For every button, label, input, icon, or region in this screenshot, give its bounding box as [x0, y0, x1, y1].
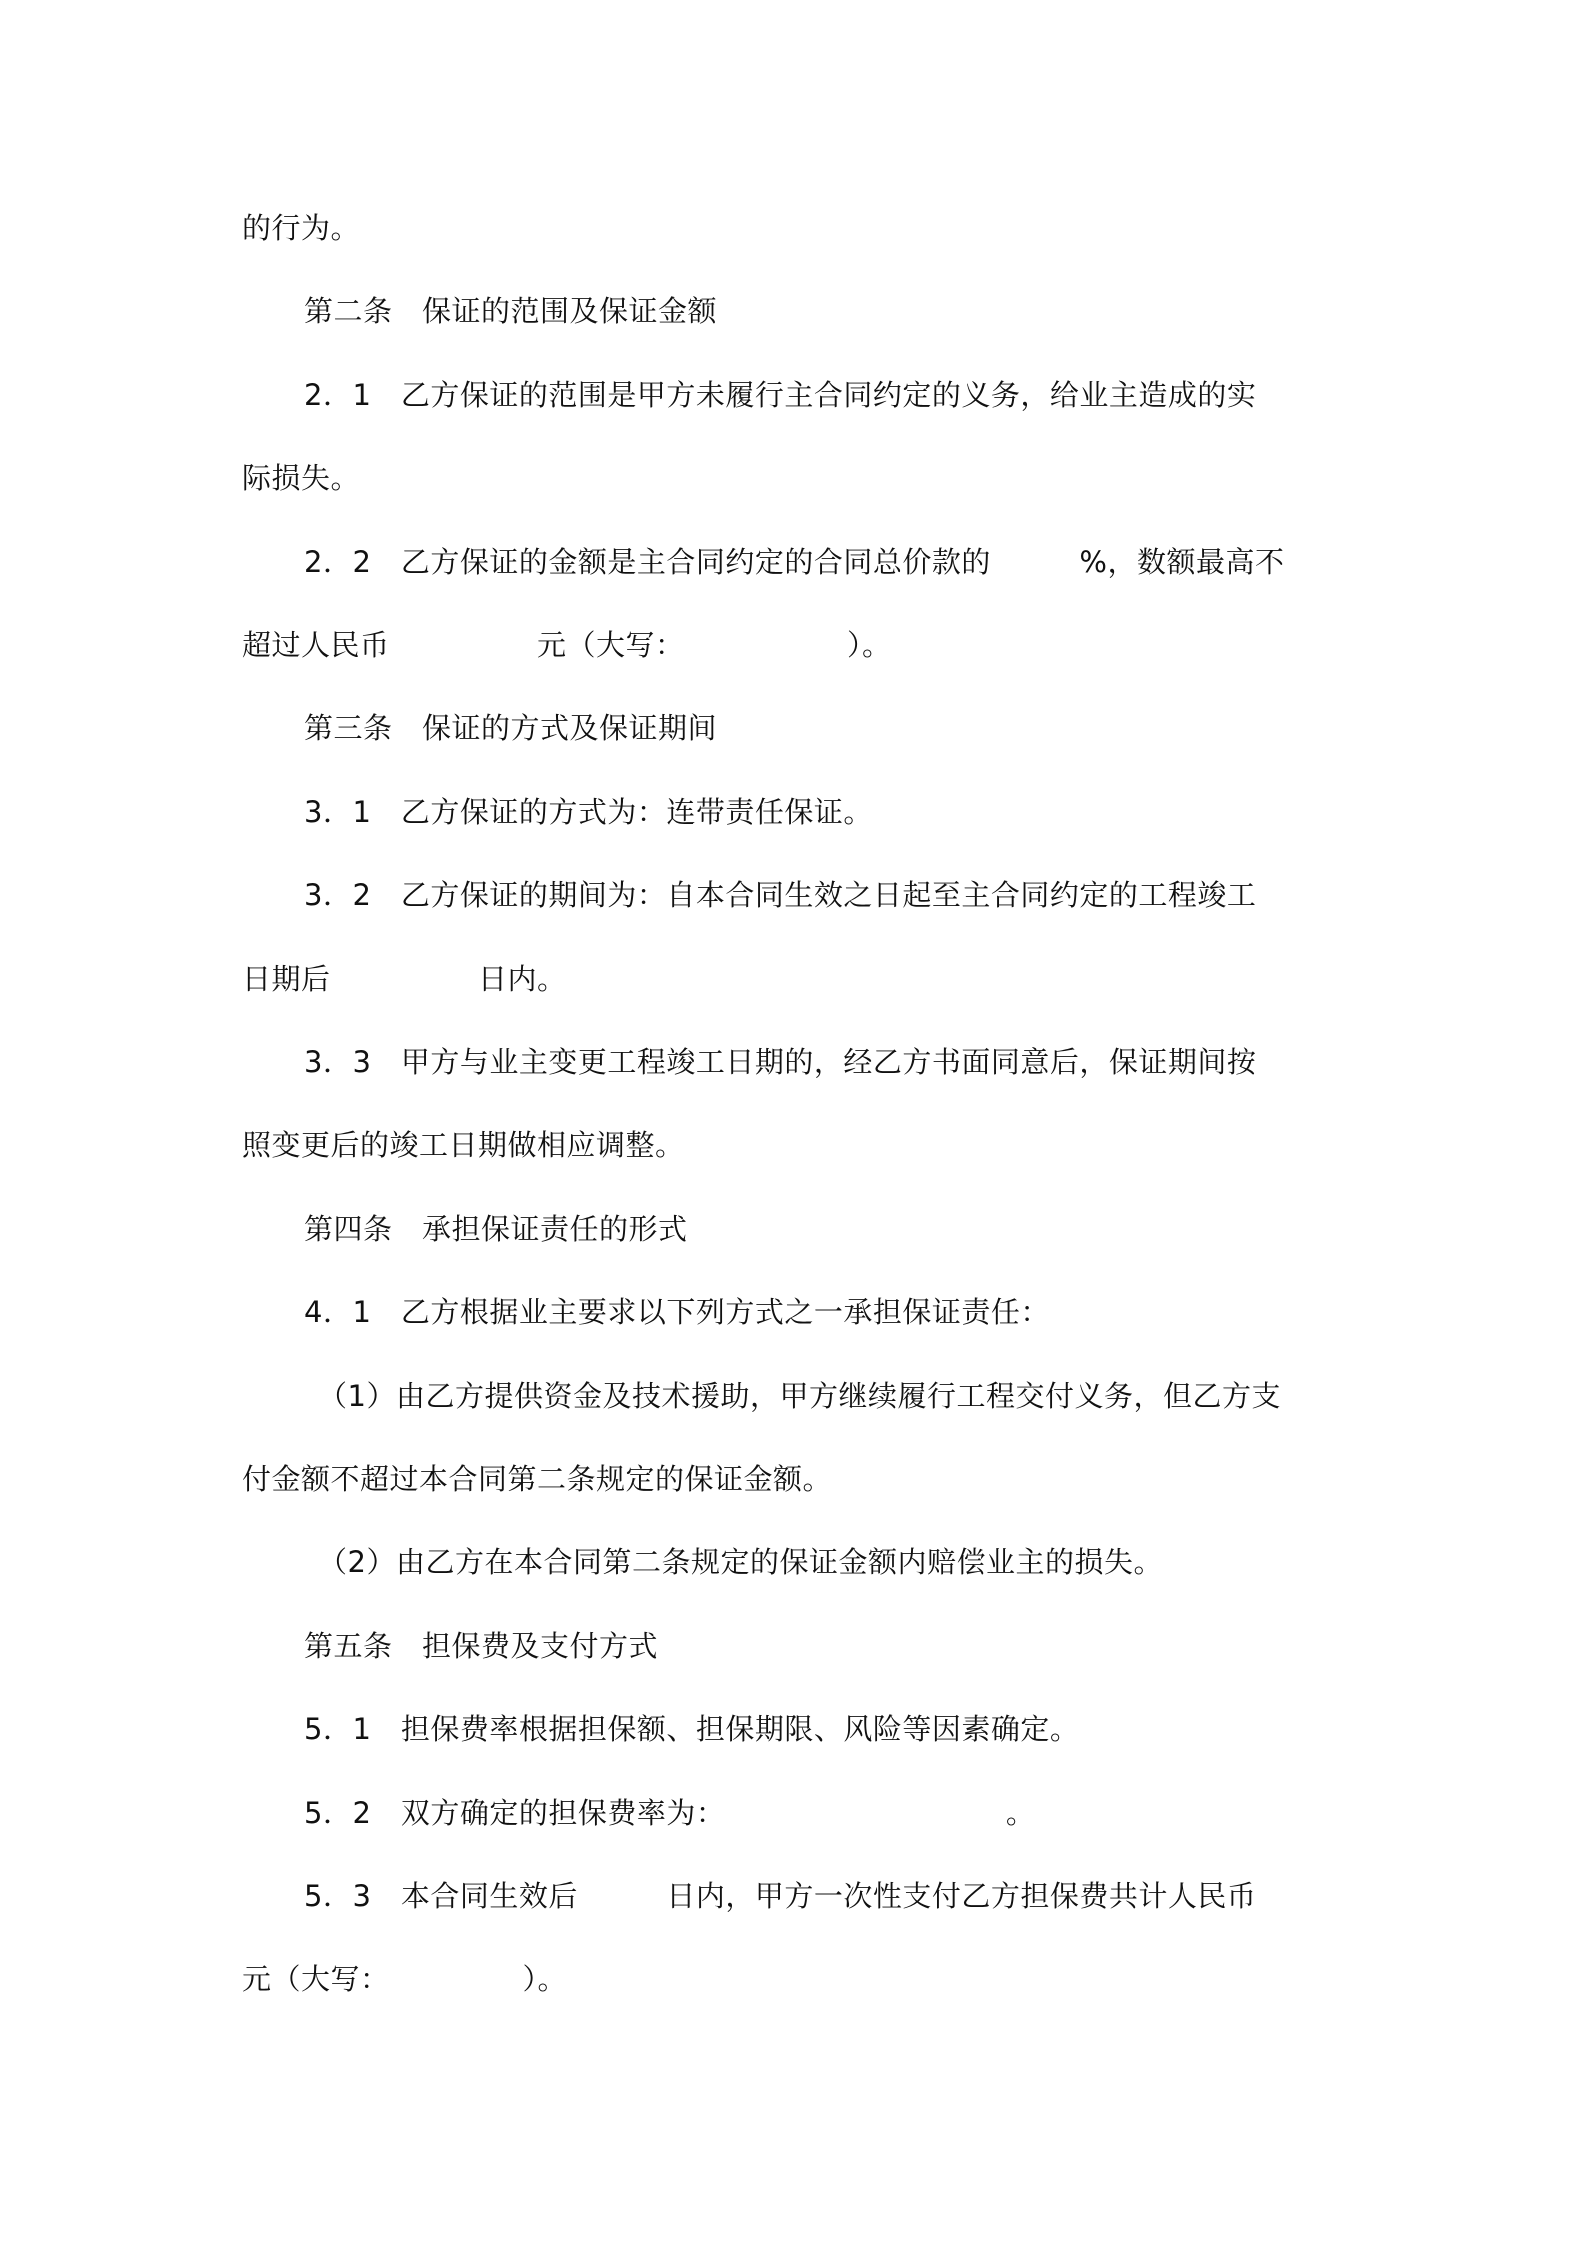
text-line: 的行为。 [242, 211, 361, 245]
text-line: 照变更后的竣工日期做相应调整。 [242, 1128, 685, 1162]
text-line: 日期后 日内。 [242, 962, 567, 996]
text-line: 超过人民币 元（大写： ）。 [242, 628, 892, 662]
list-item-text: （1）由乙方提供资金及技术援助，甲方继续履行工程交付义务，但乙方支 [318, 1379, 1281, 1413]
clause-text: 5．2 双方确定的担保费率为： 。 [304, 1796, 1036, 1830]
text-line: 付金额不超过本合同第二条规定的保证金额。 [242, 1462, 833, 1496]
text-line: 际损失。 [242, 461, 361, 495]
clause-text: 3．3 甲方与业主变更工程竣工日期的，经乙方书面同意后，保证期间按 [304, 1045, 1257, 1079]
clause-text: 2．2 乙方保证的金额是主合同约定的合同总价款的 %，数额最高不 [304, 545, 1285, 579]
article-heading: 第二条 保证的范围及保证金额 [304, 294, 718, 328]
clause-text: 3．2 乙方保证的期间为：自本合同生效之日起至主合同约定的工程竣工 [304, 878, 1257, 912]
clause-text: 5．1 担保费率根据担保额、担保期限、风险等因素确定。 [304, 1712, 1080, 1746]
clause-text: 3．1 乙方保证的方式为：连带责任保证。 [304, 795, 873, 829]
list-item-text: （2）由乙方在本合同第二条规定的保证金额内赔偿业主的损失。 [318, 1545, 1163, 1579]
text-line: 元（大写： ）。 [242, 1962, 568, 1996]
article-heading: 第四条 承担保证责任的形式 [304, 1212, 688, 1246]
article-heading: 第三条 保证的方式及保证期间 [304, 711, 718, 745]
clause-text: 5．3 本合同生效后 日内，甲方一次性支付乙方担保费共计人民币 [304, 1879, 1257, 1913]
clause-text: 2．1 乙方保证的范围是甲方未履行主合同约定的义务，给业主造成的实 [304, 378, 1257, 412]
clause-text: 4．1 乙方根据业主要求以下列方式之一承担保证责任： [304, 1295, 1050, 1329]
article-heading: 第五条 担保费及支付方式 [304, 1629, 659, 1663]
